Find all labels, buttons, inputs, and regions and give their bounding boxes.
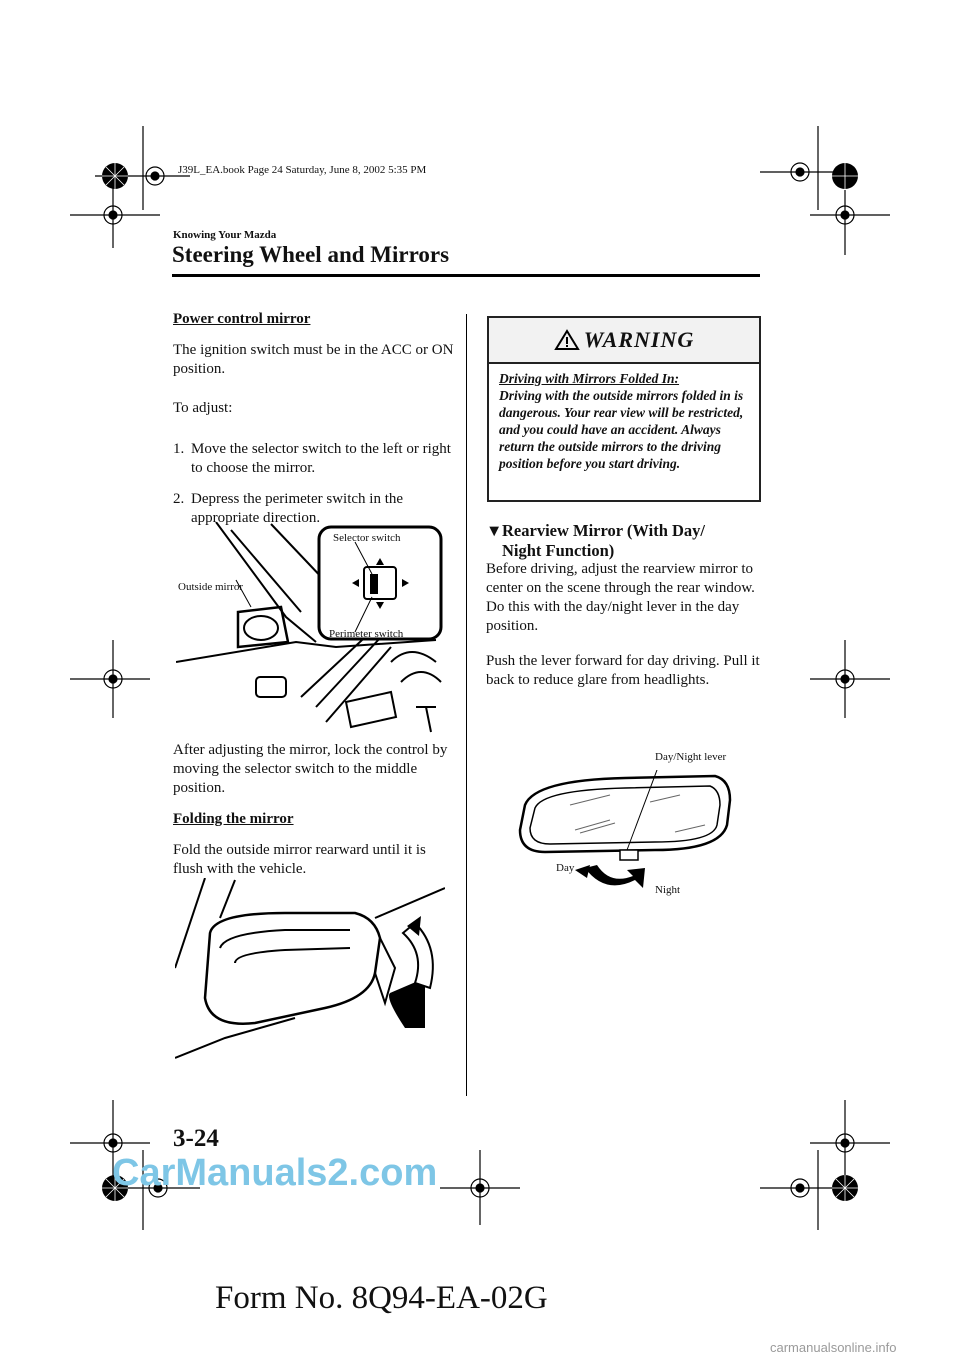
book-info: J39L_EA.book Page 24 Saturday, June 8, 2002 5:35 PM [178, 164, 427, 176]
power-mirror-figure [176, 522, 446, 734]
title-rule [172, 274, 760, 277]
to-adjust-text: To adjust: [173, 400, 233, 416]
folding-mirror-figure [175, 878, 445, 1068]
step-text: Depress the perimeter switch in the appropriate direction. [191, 491, 404, 526]
rearview-para2: Push the lever forward for day driving. Pull it back to reduce glare from headlights. [486, 653, 760, 688]
warning-label: WARNING [583, 327, 695, 352]
perimeter-switch-label: Perimeter switch [329, 628, 404, 640]
warning-triangle-icon [554, 329, 580, 351]
rearview-para1b: Do this with the day/night lever in the day position. [486, 599, 740, 634]
column-divider [466, 314, 467, 1096]
day-label: Day [556, 862, 575, 874]
footer-site-link[interactable]: carmanualsonline.info [770, 1340, 897, 1355]
day-night-lever-label: Day/Night lever [655, 751, 727, 763]
triangle-down-icon: ▼ [486, 521, 503, 540]
rearview-mirror-figure [515, 770, 755, 915]
folding-text: Fold the outside mirror rearward until it is flush with the vehicle. [173, 842, 426, 877]
rearview-para1: Before driving, adjust the rearview mirror to center on the scene through the rear window. [486, 561, 755, 596]
after-adjust-text: After adjusting the mirror, lock the control by moving the selector switch to the middle position. [173, 742, 448, 796]
left-column [173, 310, 455, 540]
warning-header [489, 318, 759, 364]
page-title: Steering Wheel and Mirrors [172, 242, 450, 267]
watermark-logo[interactable]: CarManuals2.com [112, 1152, 438, 1194]
step-item [173, 440, 455, 478]
folding-heading: Folding the mirror [173, 811, 294, 827]
section-label: Knowing Your Mazda [173, 229, 277, 241]
warning-title: Driving with Mirrors Folded In: [499, 371, 680, 386]
power-mirror-heading: Power control mirror [173, 311, 311, 327]
outside-mirror-label: Outside mirror [178, 581, 244, 593]
heading-line1-text: Rearview Mirror (With Day/ [502, 521, 705, 540]
page-number: 3-24 [173, 1125, 219, 1152]
step-text: Move the selector switch to the left or right to choose the mirror. [191, 441, 451, 476]
warning-body [489, 364, 759, 478]
form-number: Form No. 8Q94-EA-02G [215, 1280, 548, 1316]
night-label: Night [655, 884, 681, 896]
left-column-lower [173, 741, 455, 891]
rearview-heading-line1 [486, 521, 766, 541]
rearview-heading [486, 521, 766, 561]
right-column [486, 560, 762, 706]
step-number: 1. [173, 441, 185, 457]
rearview-heading-line2: Night Function) [502, 541, 615, 560]
warning-box [487, 316, 761, 502]
selector-switch-label: Selector switch [333, 532, 401, 544]
step-number: 2. [173, 491, 185, 507]
warning-text: Driving with the outside mirrors folded in is dangerous. Your rear view will be restricted, and you could have an accident. Always return the outside mirrors to the driving position before you start driving. [499, 388, 744, 471]
ignition-text: The ignition switch must be in the ACC or ON position. [173, 342, 454, 377]
